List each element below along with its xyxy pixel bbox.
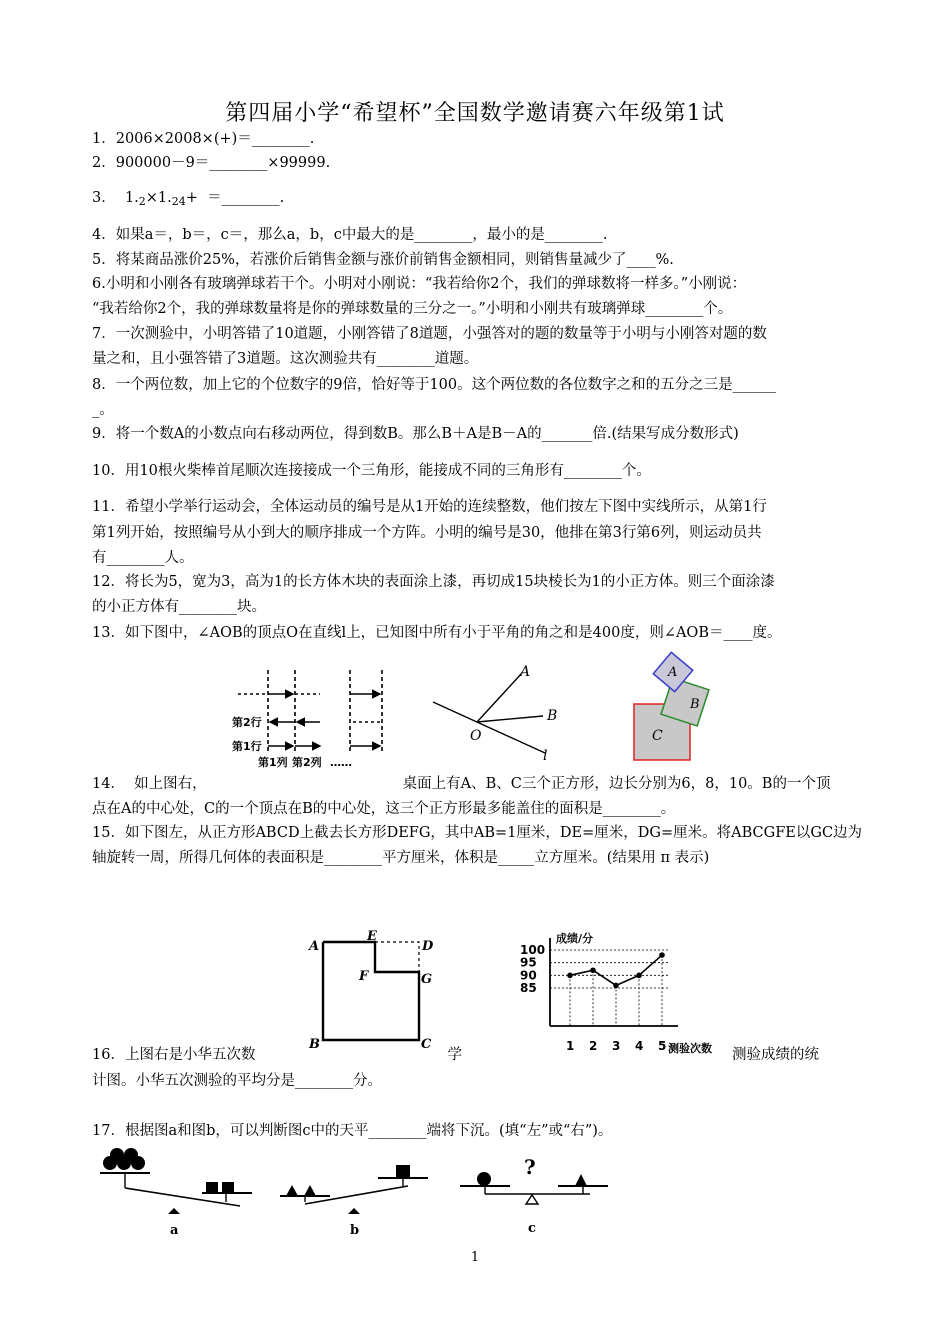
grid-col1-label: 第1列 — [258, 756, 288, 769]
balances-figure — [92, 1148, 622, 1236]
question-15-line-2: 轴旋转一周，所得几何体的表面积是________平方厘米，体积是_____立方厘米。(结果用 π 表示) — [92, 850, 710, 866]
balance-label-a: a — [170, 1223, 179, 1236]
page-title: 第四届小学“希望杯”全国数学邀请赛六年级第1试 — [225, 101, 725, 126]
angle-label-O: O — [470, 728, 482, 744]
chart-series-line — [570, 955, 662, 985]
q16-part-a: 16．上图右是小华五次数 — [92, 1047, 256, 1063]
angle-label-A: A — [520, 664, 531, 680]
question-14-line-2: 点在A的中心处，C的一个顶点在B的中心处，这三个正方形最多能盖住的面积是________。 — [92, 801, 676, 817]
question-8-line-2: _。 — [92, 402, 114, 418]
question-1: 1．2006×2008×(+)＝________. — [92, 131, 315, 147]
chart-x-tick: 5 — [658, 1039, 667, 1053]
chart-ylabel: 成绩/分 — [556, 932, 594, 945]
angle-figure — [425, 660, 575, 770]
question-11-line-3: 有________人。 — [92, 550, 194, 566]
question-4: 4．如果a＝，b＝，c＝，那么a，b，c中最大的是________，最小的是________. — [92, 227, 608, 243]
question-14-line-1 — [92, 771, 872, 797]
question-5: 5．将某商品涨价25%，若涨价后销售金额与涨价前销售金额相同，则销售量减少了____%. — [92, 252, 674, 268]
question-17: 17．根据图a和图b，可以判断图c中的天平________端将下沉。(填“左”或“右”)。 — [92, 1123, 613, 1139]
question-16-line-1 — [92, 1042, 872, 1068]
grid-row2-label: 第2行 — [232, 716, 262, 729]
q3-mid: ×1. — [145, 190, 172, 206]
q3-suffix: + ＝________. — [185, 190, 285, 206]
question-16-line-2: 计图。小华五次测验的平均分是________分。 — [92, 1073, 382, 1089]
q16-part-b: 学 — [447, 1047, 462, 1063]
chart-x-tick: 1 — [566, 1039, 575, 1053]
question-12-line-1: 12．将长为5，宽为3，高为1的长方体木块的表面涂上漆，再切成15块棱长为1的小正方体。则三个面涂漆 — [92, 574, 775, 590]
q14-part-b: 桌面上有A、B、C三个正方形，边长分别为6，8，10。B的一个顶 — [402, 776, 831, 792]
q3-sub-c: 4 — [178, 195, 186, 208]
square-label-C: C — [652, 728, 663, 744]
chart-x-tick: 2 — [589, 1039, 598, 1053]
balance-b — [280, 1165, 428, 1236]
question-11-line-2: 第1列开始，按照编号从小到大的顺序排成一个方阵。小明的编号是30，他排在第3行第6列，则运动员共 — [92, 525, 762, 541]
chart-point — [590, 967, 596, 973]
chart-x-tick: 3 — [612, 1039, 621, 1053]
grid-col2-label: 第2列 — [292, 756, 322, 769]
chart-y-tick: 95 — [520, 955, 537, 970]
grid-row1-label: 第1行 — [232, 740, 262, 753]
balance-c — [460, 1155, 608, 1236]
square-label-A: A — [668, 665, 678, 680]
question-6-line-1: 6.小明和小刚各有玻璃弹球若干个。小明对小刚说：“我若给你2个，我们的弹球数将一样多。”小刚说： — [92, 276, 747, 292]
question-10: 10．用10根火柴棒首尾顺次连接接成一个三角形，能接成不同的三角形有________个。 — [92, 463, 651, 479]
question-8-line-1: 8．一个两位数，加上它的个位数字的9倍，恰好等于100。这个两位数的各位数字之和的五分之三是______ — [92, 377, 777, 393]
cut-label-G: G — [421, 972, 433, 987]
square-label-B: B — [690, 697, 700, 712]
cut-label-C: C — [421, 1037, 432, 1052]
question-7-line-2: 量之和，且小强答错了3道题。这次测验共有________道题。 — [92, 351, 479, 367]
q3-prefix: 3． 1. — [92, 190, 139, 206]
chart-y-tick: 90 — [520, 968, 537, 983]
question-3 — [92, 185, 872, 215]
q3-sub-b: 2 — [171, 195, 179, 208]
q16-part-c: 测验成绩的统 — [731, 1047, 819, 1063]
chart-point — [613, 983, 619, 989]
grid-figure — [230, 660, 400, 770]
chart-xlabel: 测验次数 — [668, 1042, 712, 1055]
balance-a — [100, 1148, 252, 1236]
balance-label-b: b — [350, 1223, 360, 1236]
question-2: 2．900000－9＝________×99999. — [92, 155, 331, 171]
question-13: 13．如下图中，∠AOB的顶点O在直线l上，已知图中所有小于平角的角之和是400度，则∠AOB＝____度。 — [92, 625, 782, 641]
balance-label-c: c — [528, 1221, 536, 1236]
chart-point — [567, 973, 573, 979]
cut-label-B: B — [309, 1037, 320, 1052]
square-cut-figure — [305, 928, 445, 1052]
question-11-line-1: 11．希望小学举行运动会，全体运动员的编号是从1开始的连续整数，他们按左下图中实线所示，从第1行 — [92, 499, 767, 515]
chart-point — [636, 973, 642, 979]
q3-sub-a: 2 — [138, 195, 146, 208]
angle-label-l: l — [543, 748, 548, 764]
question-9: 9．将一个数A的小数点向右移动两位，得到数B。那么B＋A是B－A的_______倍.(结果写成分数形式) — [92, 426, 739, 442]
chart-x-tick: 4 — [635, 1039, 644, 1053]
cut-label-F: F — [359, 969, 369, 984]
cut-label-E: E — [367, 929, 377, 944]
balance-question-mark: ? — [524, 1155, 536, 1179]
chart-y-tick: 85 — [520, 981, 537, 995]
q14-part-a: 14． 如上图右， — [92, 776, 207, 792]
squares-figure — [620, 648, 730, 768]
grid-dots: …… — [330, 756, 352, 769]
angle-label-B: B — [547, 708, 558, 724]
question-12-line-2: 的小正方体有________块。 — [92, 599, 266, 615]
score-line-chart — [518, 930, 743, 1058]
chart-y-tick: 100 — [520, 943, 546, 957]
question-15-line-1: 15．如下图左，从正方形ABCD上截去长方形DEFG，其中AB=1厘米，DE=厘米，DG=厘米。将ABCGFE以GC边为 — [92, 825, 863, 841]
cut-label-D: D — [422, 939, 434, 954]
cut-label-A: A — [309, 939, 320, 954]
chart-point — [659, 952, 665, 958]
page-number: 1 — [470, 1250, 480, 1265]
question-6-line-2: “我若给你2个，我的弹球数量将是你的弹球数量的三分之一。”小明和小刚共有玻璃弹球________个。 — [92, 301, 733, 317]
question-7-line-1: 7．一次测验中，小明答错了10道题，小刚答错了8道题，小强答对的题的数量等于小明与小刚答对题的数 — [92, 326, 767, 342]
